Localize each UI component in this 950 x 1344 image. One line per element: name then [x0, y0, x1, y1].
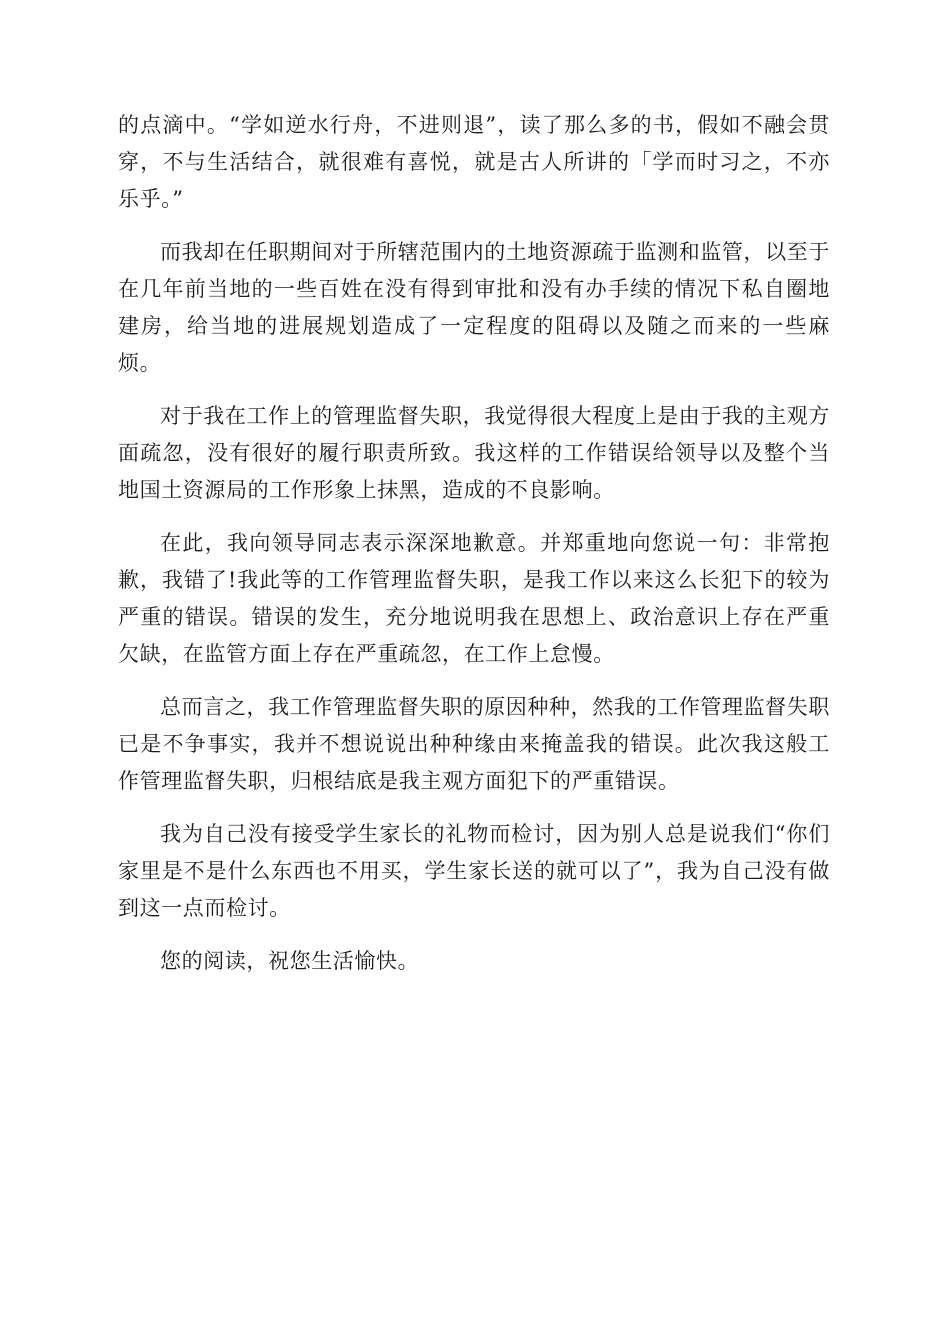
- paragraph-5: 总而言之，我工作管理监督失职的原因种种，然我的工作管理监督失职已是不争事实，我并不想说说出种种缘由来掩盖我的错误。此次我这般工作管理监督失职，归根结底是我主观方面犯下的严重错误。: [118, 695, 830, 793]
- paragraph-3: 对于我在工作上的管理监督失职，我觉得很大程度上是由于我的主观方面疏忽，没有很好的履行职责所致。我这样的工作错误给领导以及整个当地国土资源局的工作形象上抹黑，造成的不良影响。: [118, 404, 830, 502]
- paragraph-2: 而我却在任职期间对于所辖范围内的土地资源疏于监测和监管，以至于在几年前当地的一些百姓在没有得到审批和没有办手续的情况下私自圈地建房，给当地的进展规划造成了一定程度的阻碍以及随之而来的一些麻烦。: [118, 240, 830, 375]
- paragraph-4: 在此，我向领导同志表示深深地歉意。并郑重地向您说一句：非常抱歉，我错了!我此等的工作管理监督失职，是我工作以来这么长犯下的较为严重的错误。错误的发生，充分地说明我在思想上、政治意识上存在严重欠缺，在监管方面上存在严重疏忽，在工作上怠慢。: [118, 531, 830, 666]
- paragraph-7: 您的阅读，祝您生活愉快。: [160, 949, 420, 973]
- paragraph-1: 的点滴中。“学如逆水行舟，不进则退”，读了那么多的书，假如不融会贯穿，不与生活结合，就很难有喜悦，就是古人所讲的「学而时习之，不亦乐乎。”: [118, 113, 830, 211]
- document-page: [118, 107, 830, 996]
- paragraph-6: 我为自己没有接受学生家长的礼物而检讨，因为别人总是说我们“你们家里是不是什么东西也不用买，学生家长送的就可以了”，我为自己没有做到这一点而检讨。: [118, 822, 830, 920]
